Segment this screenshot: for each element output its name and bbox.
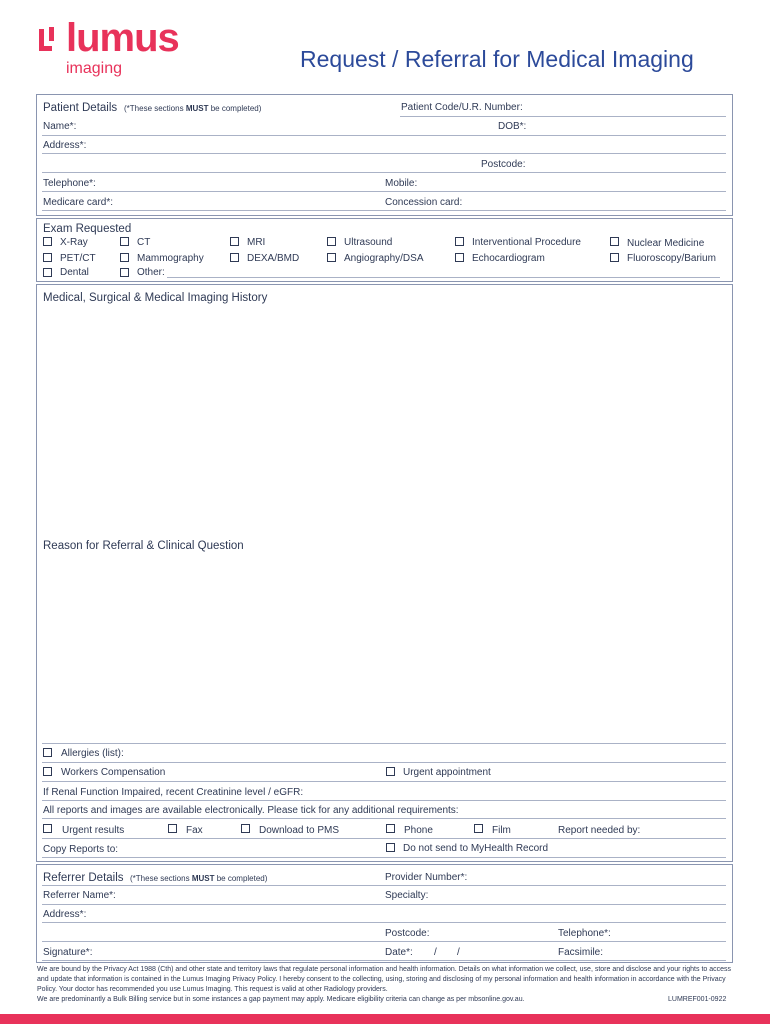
fluoroscopy-label: Fluoroscopy/Barium bbox=[627, 253, 716, 264]
renal-label: If Renal Function Impaired, recent Creatinine level / eGFR: bbox=[43, 787, 304, 798]
ultrasound-label: Ultrasound bbox=[344, 237, 393, 248]
page-title: Request / Referral for Medical Imaging bbox=[300, 46, 694, 72]
phone-label: Phone bbox=[404, 825, 433, 836]
interventional-checkbox[interactable] bbox=[455, 237, 464, 246]
form-code: LUMREF001-0922 bbox=[668, 996, 727, 1003]
mri-label: MRI bbox=[247, 237, 266, 248]
name-field[interactable] bbox=[42, 135, 726, 136]
no-myhealth-checkbox[interactable] bbox=[386, 843, 395, 852]
dexa-checkbox[interactable] bbox=[230, 253, 239, 262]
other-label: Other: bbox=[137, 267, 165, 278]
download-pms-label: Download to PMS bbox=[259, 825, 340, 836]
workers-comp-checkbox[interactable] bbox=[43, 767, 52, 776]
telephone-label: Telephone*: bbox=[43, 178, 96, 189]
urgent-appointment-label: Urgent appointment bbox=[403, 767, 491, 778]
patient-code-label: Patient Code/U.R. Number: bbox=[401, 102, 523, 113]
no-myhealth-label: Do not send to MyHealth Record bbox=[403, 843, 549, 854]
mammography-label: Mammography bbox=[137, 253, 204, 264]
mammography-checkbox[interactable] bbox=[120, 253, 129, 262]
date-label: Date*: bbox=[385, 947, 413, 958]
patient-details-note: (*These sections MUST be completed) bbox=[124, 104, 262, 113]
dexa-label: DEXA/BMD bbox=[247, 253, 300, 264]
report-needed-by-label: Report needed by: bbox=[558, 825, 641, 836]
history-field[interactable] bbox=[42, 308, 726, 533]
echocardiogram-checkbox[interactable] bbox=[455, 253, 464, 262]
reason-field[interactable] bbox=[42, 556, 726, 741]
download-pms-checkbox[interactable] bbox=[241, 824, 250, 833]
fax-checkbox[interactable] bbox=[168, 824, 177, 833]
nuclear-medicine-checkbox[interactable] bbox=[610, 237, 619, 246]
provider-number-label: Provider Number*: bbox=[385, 872, 468, 883]
other-checkbox[interactable] bbox=[120, 268, 129, 277]
history-heading: Medical, Surgical & Medical Imaging History bbox=[43, 292, 268, 304]
echocardiogram-label: Echocardiogram bbox=[472, 253, 545, 264]
allergies-label: Allergies (list): bbox=[61, 748, 124, 759]
ct-label: CT bbox=[137, 237, 151, 248]
urgent-results-checkbox[interactable] bbox=[43, 824, 52, 833]
referrer-address-label: Address*: bbox=[43, 909, 87, 920]
footer-bar bbox=[0, 1014, 770, 1024]
referrer-telephone-label: Telephone*: bbox=[558, 928, 611, 939]
name-label: Name*: bbox=[43, 121, 77, 132]
facsimile-label: Facsimile: bbox=[558, 947, 604, 958]
address-label: Address*: bbox=[43, 140, 87, 151]
ultrasound-checkbox[interactable] bbox=[327, 237, 336, 246]
petct-label: PET/CT bbox=[60, 253, 96, 264]
brand-sub: imaging bbox=[66, 60, 123, 77]
reports-note: All reports and images are available electronically. Please tick for any additional requirements: bbox=[43, 805, 459, 816]
specialty-label: Specialty: bbox=[385, 890, 429, 901]
nuclear-medicine-label: Nuclear Medicine bbox=[627, 238, 705, 249]
lumus-logo-icon bbox=[37, 25, 67, 53]
postcode-label: Postcode: bbox=[481, 159, 526, 170]
reason-heading: Reason for Referral & Clinical Question bbox=[43, 540, 244, 552]
phone-checkbox[interactable] bbox=[386, 824, 395, 833]
fluoroscopy-checkbox[interactable] bbox=[610, 253, 619, 262]
address-field[interactable] bbox=[42, 153, 726, 154]
xray-checkbox[interactable] bbox=[43, 237, 52, 246]
billing-statement: We are predominantly a Bulk Billing service but in some instances a gap payment may apply. Medicare eligibility criteria can change as per mbsonline.gov.au. bbox=[37, 996, 525, 1003]
brand-name: lumus bbox=[66, 16, 179, 60]
patient-details-heading: Patient Details bbox=[43, 102, 118, 114]
angiography-label: Angiography/DSA bbox=[344, 253, 424, 264]
xray-label: X-Ray bbox=[60, 237, 88, 248]
film-label: Film bbox=[492, 825, 511, 836]
fax-label: Fax bbox=[186, 825, 203, 836]
referrer-name-label: Referrer Name*: bbox=[43, 890, 116, 901]
urgent-results-label: Urgent results bbox=[62, 825, 125, 836]
privacy-statement: We are bound by the Privacy Act 1988 (Cth) and other state and territory laws that regulate personal information and health information. Details on what information we collect, use, store and disclose and your rights to access and update that information is contained in the Lumus Imaging Privacy Policy. I hereby consent to the collecting, using, storing and disclosing of my personal information and health information in accordance with the Privacy Policy. Your doctor has recommended you use Lumus Imaging. This request is valid at other Radiology providers. bbox=[37, 966, 732, 993]
exam-heading: Exam Requested bbox=[43, 223, 132, 235]
interventional-label: Interventional Procedure bbox=[472, 237, 581, 248]
date-separator: / bbox=[434, 947, 437, 958]
signature-label: Signature*: bbox=[43, 947, 93, 958]
film-checkbox[interactable] bbox=[474, 824, 483, 833]
ct-checkbox[interactable] bbox=[120, 237, 129, 246]
allergies-checkbox[interactable] bbox=[43, 748, 52, 757]
date-separator: / bbox=[457, 947, 460, 958]
referrer-postcode-label: Postcode: bbox=[385, 928, 430, 939]
medicare-label: Medicare card*: bbox=[43, 197, 114, 208]
angiography-checkbox[interactable] bbox=[327, 253, 336, 262]
concession-label: Concession card: bbox=[385, 197, 463, 208]
dental-label: Dental bbox=[60, 267, 89, 278]
dob-label: DOB*: bbox=[498, 121, 527, 132]
dental-checkbox[interactable] bbox=[43, 268, 52, 277]
urgent-appointment-checkbox[interactable] bbox=[386, 767, 395, 776]
referrer-heading: Referrer Details bbox=[43, 872, 124, 884]
copy-reports-label: Copy Reports to: bbox=[43, 844, 119, 855]
other-field[interactable] bbox=[167, 277, 720, 278]
petct-checkbox[interactable] bbox=[43, 253, 52, 262]
referrer-note: (*These sections MUST be completed) bbox=[130, 874, 268, 883]
mobile-label: Mobile: bbox=[385, 178, 418, 189]
mri-checkbox[interactable] bbox=[230, 237, 239, 246]
workers-comp-label: Workers Compensation bbox=[61, 767, 166, 778]
